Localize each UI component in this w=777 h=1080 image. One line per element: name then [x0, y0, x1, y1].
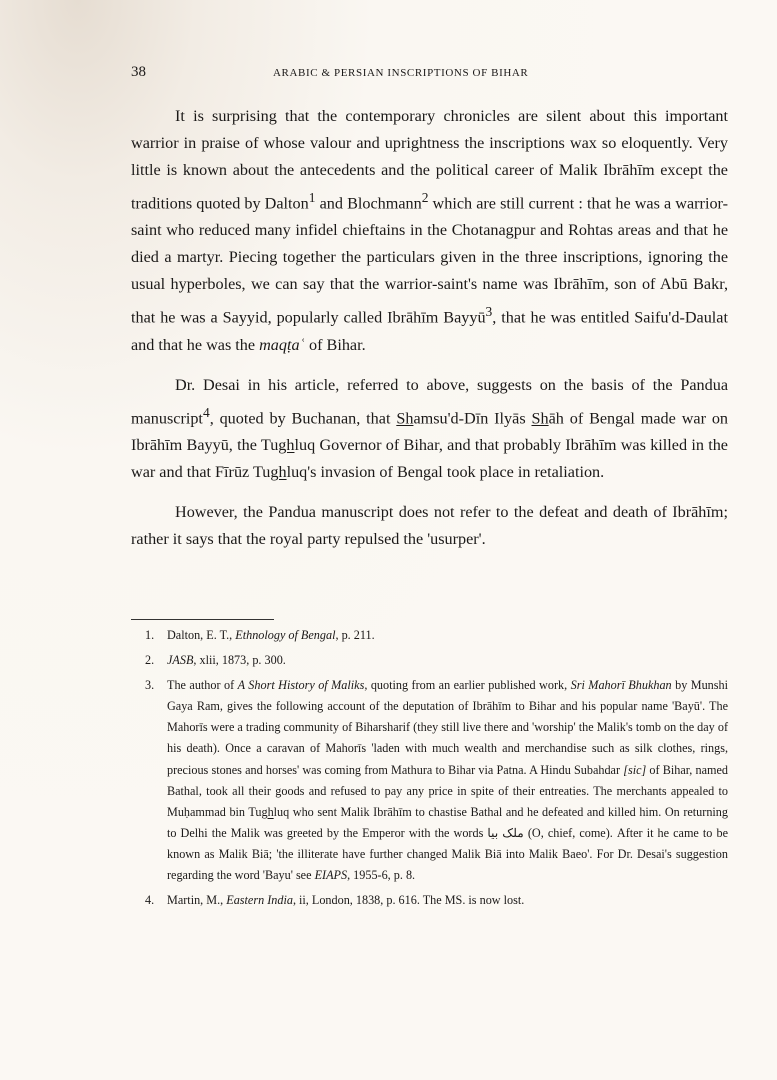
italic-term: maqṭaʿ [259, 335, 305, 354]
footnote-ref-1: 1 [308, 190, 316, 205]
footnotes [145, 625, 728, 915]
footnote-number: 3. [145, 678, 155, 693]
footnote-divider [131, 619, 274, 620]
footnote-ref-4: 4 [202, 404, 210, 420]
footnote-number: 4. [145, 893, 155, 908]
footnote-3: 3. The author of A Short History of Maliks, quoting from an earlier published work, Sri Mahorī Bhukhan by Munshi Gaya Ram, gives the following account of the deputation of Ibrāhīm to Bihar and his popular name 'Bayū'. The Mahorīs were a trading community of Biharsharif (they still live there and 'worship' the Malik's tomb on the day of his death). Once a caravan of Mahorīs 'laden with much wealth and merchandise such as silk clothes, rings, precious stones and horses' was coming from Mathura to Bihar via Patna. A Hindu Subahdar [sic] of Bihar, named Bathal, took all their goods and refused to pay any price in spite of their entreaties. The merchants appealed to Muḥammad bin Tughluq who sent Malik Ibrāhīm to chastise Bathal and he defeated and killed him. On returning to Delhi the Malik was greeted by the Emperor with the words ملک بیا (O, chief, come). After it he came to be known as Malik Biā; 'the illiterate have further changed Malik Biā into Malik Baeo'. For Dr. Desai's suggestion regarding the word 'Bayu' see EIAPS, 1955-6, p. 8. [145, 675, 728, 886]
footnote-2: 2. JASB, xlii, 1873, p. 300. [145, 650, 728, 671]
footnote-ref-3: 3 [485, 304, 493, 320]
page-header [131, 64, 727, 84]
main-text [131, 103, 728, 566]
page-number: 38 [131, 64, 146, 80]
footnote-4: 4. Martin, M., Eastern India, ii, London, 1838, p. 616. The MS. is now lost. [145, 890, 728, 911]
running-head: ARABIC & PERSIAN INSCRIPTIONS OF BIHAR [273, 67, 529, 79]
footnote-1: 1. Dalton, E. T., Ethnology of Bengal, p. 211. [145, 625, 728, 646]
footnote-ref-2: 2 [421, 190, 429, 205]
paragraph-1: It is surprising that the contemporary chronicles are silent about this important warrior in praise of whose valour and uprightness the inscriptions wax so eloquently. Very little is known about the antecedents and the political career of Malik Ibrāhīm except the traditions quoted by Dalton$^1$ and Blochmann$^2$ which are still current : that he was a warrior-saint who reduced many infidel chieftains in the Chotanagpur and Rohtas areas and that he died a martyr. Piecing together the particulars given in the three inscriptions, ignoring the usual hyperboles, we can say that the warrior-saint's name was Ibrāhīm, son of Abū Bakr, that he was a Sayyid, popularly called Ibrāhīm Bayyū$^3$, that he was entitled Saifu'd-Daulat and that he was the maqṭaʿ of Bihar. [131, 107, 728, 354]
paragraph-2: Dr. Desai in his article, referred to above, suggests on the basis of the Pandua manuscript$^4$, quoted by Buchanan, that Shamsu'd-Dīn Ilyās Shāh of Bengal made war on Ibrāhīm Bayyū, the Tughluq Governor of Bihar, and that probably Ibrāhīm was killed in the war and that Fīrūz Tughluq's invasion of Bengal took place in retaliation. [131, 375, 729, 482]
footnote-number: 2. [145, 653, 155, 668]
persian-phrase: ملک بیا [487, 825, 524, 840]
paragraph-3: However, the Pandua manuscript does not refer to the defeat and death of Ibrāhīm; rather it says that the royal party repulsed the 'usurper'. [131, 503, 728, 549]
footnote-number: 1. [145, 628, 155, 642]
